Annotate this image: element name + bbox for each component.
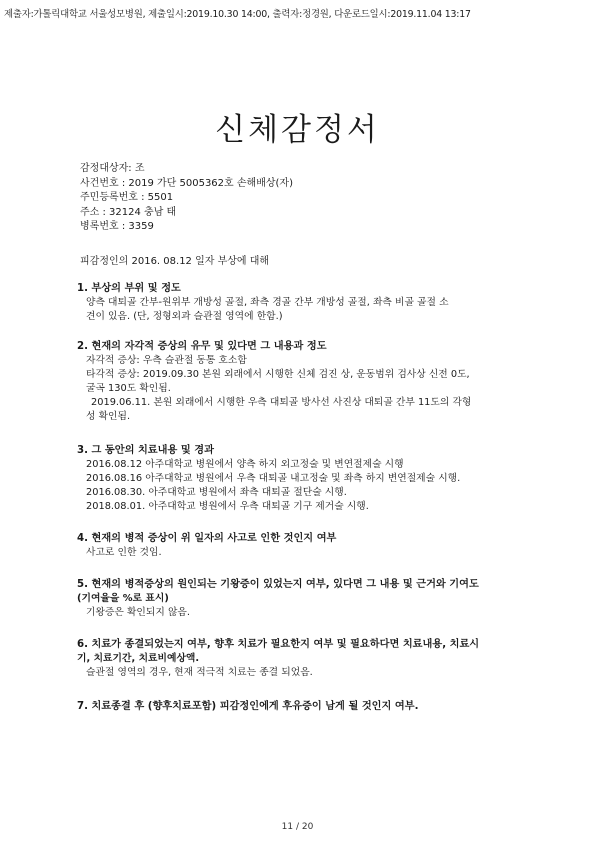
section-4-line: 사고로 인한 것임. [86,547,162,558]
section-2-line: 2019.06.11. 본원 외래에서 시행한 우측 대퇴골 방사선 사진상 대퇴골 간부 11도의 각형 [91,397,472,408]
submission-header: 제출자:가톨릭대학교 서울성모병원, 제출일시:2019.10.30 14:00, 출력자:정경원, 다운로드일시:2019.11.04 13:17 [4,9,471,20]
section-2-line: 타각적 증상: 2019.09.30 본원 외래에서 시행한 신체 검진 상, 운동범위 검사상 신전 0도, [86,369,470,380]
page-number: 11 / 20 [281,822,314,832]
document-title: 신체감정서 [215,112,380,148]
section-4-heading: 4. 현재의 병적 증상이 위 일자의 사고로 인한 것인지 여부 [77,533,337,544]
section-7-heading: 7. 치료종결 후 (향후치료포함) 피감정인에게 후유증이 남게 될 것인지 여부. [77,701,419,712]
section-1-line: 양측 대퇴골 간부-원위부 개방성 골절, 좌측 경골 간부 개방성 골절, 좌측 비골 골절 소 [86,297,449,308]
section-6-heading: 6. 치료가 종결되었는지 여부, 향후 치료가 필요한지 여부 및 필요하다면 치료내용, 치료시 [77,639,480,650]
section-2 [77,340,517,424]
section-5-heading-continuation: (기여율을 %로 표시) [77,593,169,604]
section-3-line: 2016.08.16 아주대학교 병원에서 우측 대퇴골 내고정술 및 좌측 하지 변연절제술 시행. [86,473,461,484]
section-5-heading: 5. 현재의 병적증상의 원인되는 기왕증이 있었는지 여부, 있다면 그 내용 및 근거와 기여도 [77,579,479,590]
case-number-row: 사건번호 : 2019 가단 5005362호 손해배상(자) [80,177,293,189]
section-2-line: 자각적 증상: 우측 슬관절 동통 호소함 [86,355,247,366]
patient-number-row: 병록번호 : 3359 [80,221,154,233]
section-1-line: 견이 있음. (단, 정형외과 슬관절 영역에 한함.) [86,311,283,322]
subject-info-block [80,162,520,235]
section-5-line: 기왕증은 확인되지 않음. [86,607,190,618]
section-5 [77,578,517,620]
section-6-line: 슬관절 영역의 경우, 현재 적극적 치료는 종결 되었음. [86,667,313,678]
section-6 [77,638,517,680]
intro-line: 피감정인의 2016. 08.12 일자 부상에 대해 [80,256,270,267]
section-1-heading: 1. 부상의 부위 및 정도 [77,283,181,294]
section-6-heading-continuation: 기, 치료기간, 치료비예상액. [77,653,200,664]
section-2-line: 성 확인됨. [86,411,131,422]
section-3 [77,444,517,514]
section-3-line: 2016.08.30. 아주대학교 병원에서 좌측 대퇴골 절단술 시행. [86,487,347,498]
section-2-line: 굴곡 130도 확인됨. [86,383,171,394]
address-row: 주소 : 32124 충남 태 [80,206,177,218]
subject-name-row: 감정대상자: 조 [80,163,145,174]
resident-id-row: 주민등록번호 : 5501 [80,192,174,204]
section-3-line: 2016.08.12 아주대학교 병원에서 양측 하지 외고정술 및 변연절제술 시행 [86,459,404,470]
section-4 [77,532,517,560]
section-3-heading: 3. 그 동안의 치료내용 및 경과 [77,445,214,456]
section-7 [77,700,517,714]
section-1 [77,282,517,324]
section-2-heading: 2. 현재의 자각적 증상의 유무 및 있다면 그 내용과 정도 [77,341,327,352]
section-3-line: 2018.08.01. 아주대학교 병원에서 우측 대퇴골 기구 제거술 시행. [86,501,369,512]
